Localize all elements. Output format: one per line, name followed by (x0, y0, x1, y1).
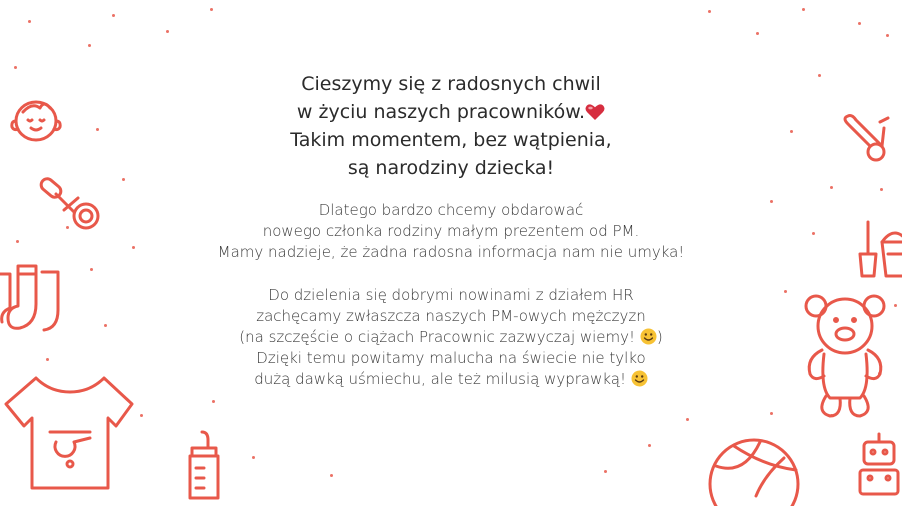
smiley-icon (640, 328, 657, 345)
robot-toy-icon (854, 432, 902, 492)
paragraph-line: Dzięki temu powitamy malucha na świecie nie tylko (256, 349, 646, 367)
headline-line: są narodziny dziecka! (347, 157, 555, 179)
paragraph-hr (150, 285, 752, 390)
paragraph-line: zachęcamy zwłaszcza naszych PM-owych mężczyzn (256, 307, 646, 325)
safety-pin-icon (838, 112, 894, 168)
paragraph-line: Do dzielenia się dobrymi nowinami z działem HR (268, 286, 634, 304)
smiley-icon (631, 370, 648, 387)
paragraph-line-with-smiley (150, 369, 752, 390)
headline-line: Cieszymy się z radosnych chwil (301, 73, 601, 95)
paragraph-line: Mamy nadzieje, że żadna radosna informacja nam nie umyka! (217, 243, 685, 261)
paragraph-line: nowego członka rodziny małym prezentem od PM. (262, 222, 640, 240)
baby-face-icon (8, 94, 64, 144)
paragraph-line-with-smiley (150, 327, 752, 348)
pacifier-icon (34, 176, 104, 236)
paragraph-line-text: dużą dawką uśmiechu, ale też milusią wyprawką! (254, 370, 626, 388)
headline-line-with-heart (150, 98, 752, 126)
teddy-bear-icon (800, 292, 890, 422)
heart-icon (585, 103, 605, 121)
sand-bucket-icon (852, 214, 902, 280)
message (150, 70, 752, 390)
headline (150, 70, 752, 182)
bodysuit-icon (0, 368, 140, 488)
headline-line-text: w życiu naszych pracowników. (296, 101, 586, 123)
paragraph-line: Dlatego bardzo chcemy obdarować (318, 201, 584, 219)
paragraph-intro (150, 200, 752, 263)
paragraph-line-text: (na szczęście o ciążach Pracownic zazwyczaj wiemy! (239, 328, 636, 346)
socks-icon (0, 258, 66, 338)
closing-paren: ) (656, 328, 663, 346)
ball-icon (704, 436, 804, 506)
headline-line: Takim momentem, bez wątpienia, (290, 129, 612, 151)
